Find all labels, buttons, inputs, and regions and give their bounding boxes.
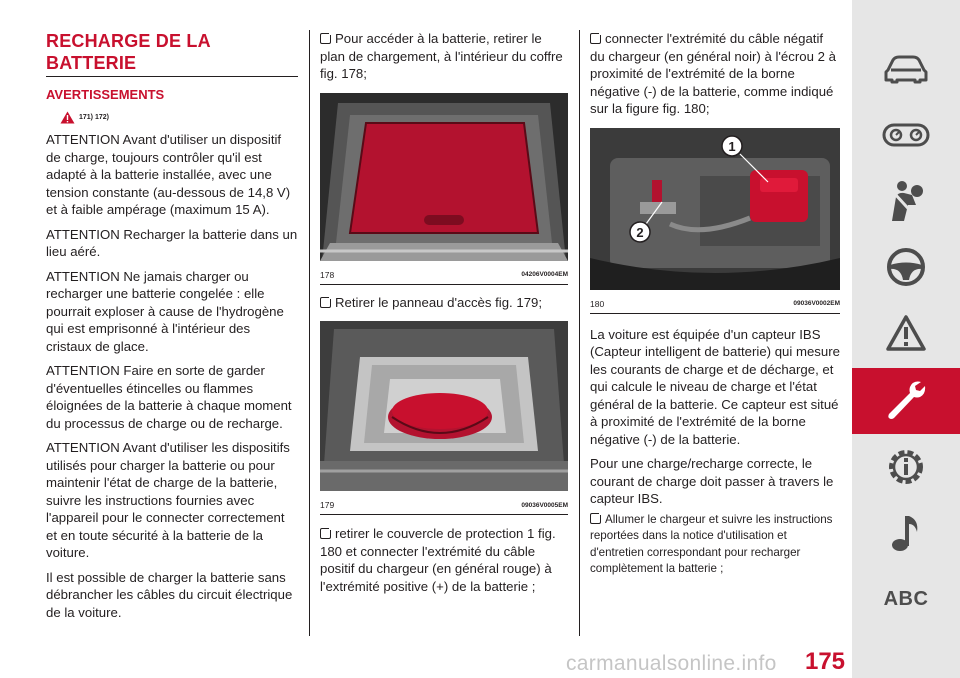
ibs-current-paragraph: Pour une charge/recharge correcte, le courant de charge doit passer à travers le capteur IBS. (590, 456, 834, 506)
battery-terminals-image (590, 128, 840, 295)
figure-caption (320, 496, 568, 514)
seatbelt-person-icon (886, 179, 926, 223)
chapter-tab-car[interactable] (852, 36, 960, 102)
step-item (320, 30, 568, 83)
checkbox-bullet-icon (320, 297, 331, 308)
chapter-tab-safety[interactable] (852, 168, 960, 234)
step-text: Allumer le chargeur et suivre les instructions reportées dans la notice d'utilisation et d'entretien correspondant pour recharger complètement la batterie ; (590, 512, 833, 575)
step-item (320, 294, 568, 312)
music-note-icon (889, 512, 923, 554)
warning-paragraph: ATTENTION Recharger la batterie dans un lieu aéré. (46, 226, 298, 259)
ibs-paragraph: La voiture est équipée d'un capteur IBS (Capteur intelligent de batterie) qui mesure les courants de charge et de décharge, et qui calcule le niveau de charge et l'état général de la batterie. Ce capteur est situé à proximité de l'extrémité de la borne négative (-) de la batterie. (590, 326, 840, 447)
warning-references: 171) 172) (79, 114, 109, 121)
figure-code: 09036V0005EM (521, 501, 568, 509)
step-text: connecter l'extrémité du câble négatif du chargeur (en général noir) à l'écrou 2 à proximité de l'extrémité de la borne négative (-) de la batterie, comme indiqué sur la figure fig. 180; (590, 31, 836, 116)
trunk-load-floor-image (320, 93, 568, 266)
checkbox-bullet-icon (320, 33, 331, 44)
checkbox-bullet-icon (590, 513, 601, 524)
dashboard-gauges-icon (882, 121, 930, 149)
info-paragraph: Il est possible de charger la batterie sans débrancher les câbles du circuit électrique de la voiture. (46, 569, 293, 620)
figure-caption (320, 266, 568, 284)
warning-triangle-icon (885, 314, 927, 352)
column-warnings (46, 30, 298, 621)
step-text: Pour accéder à la batterie, retirer le plan de chargement, à l'intérieur du coffre fig. 178; (320, 31, 563, 81)
warning-paragraph: ATTENTION Faire en sorte de garder d'éventuelles étincelles ou flammes éloignées de la batterie à chaque moment du processus de charge ou de recharge. (46, 363, 292, 431)
column-divider (309, 30, 310, 636)
chapter-sidebar (852, 0, 960, 678)
figure-number: 178 (320, 269, 335, 280)
figure-number: 180 (590, 298, 605, 309)
warning-row (60, 111, 298, 124)
step-text: retirer le couvercle de protection 1 fig. 180 et connecter l'extrémité du câble positif du chargeur (en général rouge) à l'extrémité positive (+) de la batterie ; (320, 526, 556, 594)
checkbox-bullet-icon (320, 528, 331, 539)
chapter-tab-multimedia[interactable] (852, 500, 960, 566)
warning-paragraph: ATTENTION Avant d'utiliser les dispositifs utilisés pour charger la batterie ou pour maintenir l'état de charge de la batterie, suivre les instructions fournies avec l'appareil pour le connecter correctement et en toute sécurité à la batterie de la voiture. (46, 440, 290, 560)
step-item (320, 525, 568, 595)
chapter-tab-technical[interactable] (852, 434, 960, 500)
watermark-text: carmanualsonline.info (566, 652, 777, 675)
step-text: Retirer le panneau d'accès fig. 179; (335, 294, 543, 310)
chapter-tab-maintenance[interactable] (852, 368, 960, 434)
callout-2: 2 (636, 224, 644, 240)
column-continued (590, 30, 840, 578)
figure-178 (320, 93, 568, 285)
chapter-tab-driving[interactable] (852, 234, 960, 300)
chapter-tab-index[interactable] (852, 566, 960, 632)
callout-1: 1 (728, 138, 736, 154)
section-title: RECHARGE DE LA BATTERIE (46, 30, 298, 77)
index-label: ABC (883, 587, 929, 610)
warnings-subtitle: AVERTISSEMENTS (46, 87, 165, 102)
step-item (590, 512, 840, 578)
checkbox-bullet-icon (590, 33, 601, 44)
warning-paragraph: ATTENTION Ne jamais charger ou recharger une batterie congelée : elle pourrait exploser à cause de l'hydrogène qui est emprisonné à l'intérieur des cristaux de glace. (46, 268, 284, 354)
warning-paragraph: ATTENTION Avant d'utiliser un dispositif de charge, toujours contrôler qu'il est adapté à la batterie installée, avec une tension constante (au-dessous de 14,8 V) et à faible ampérage (maximum 15 A). (46, 132, 291, 217)
column-divider (579, 30, 580, 636)
chapter-tab-emergency[interactable] (852, 300, 960, 366)
warning-triangle-icon (60, 111, 75, 124)
chapter-tab-dashboard[interactable] (852, 102, 960, 168)
figure-179 (320, 321, 568, 515)
step-item (590, 30, 840, 118)
steering-wheel-icon (885, 246, 927, 288)
figure-caption (590, 295, 840, 313)
figure-code: 09036V0002EM (793, 300, 840, 307)
figure-180 (590, 128, 840, 314)
access-panel-image (320, 321, 568, 496)
info-gear-icon (884, 445, 928, 489)
figure-number: 179 (320, 500, 335, 510)
page-number: 175 (804, 648, 846, 675)
figure-code: 04206V0004EM (521, 271, 568, 278)
wrench-icon (883, 378, 929, 424)
car-icon (882, 52, 930, 86)
column-steps (320, 30, 568, 595)
